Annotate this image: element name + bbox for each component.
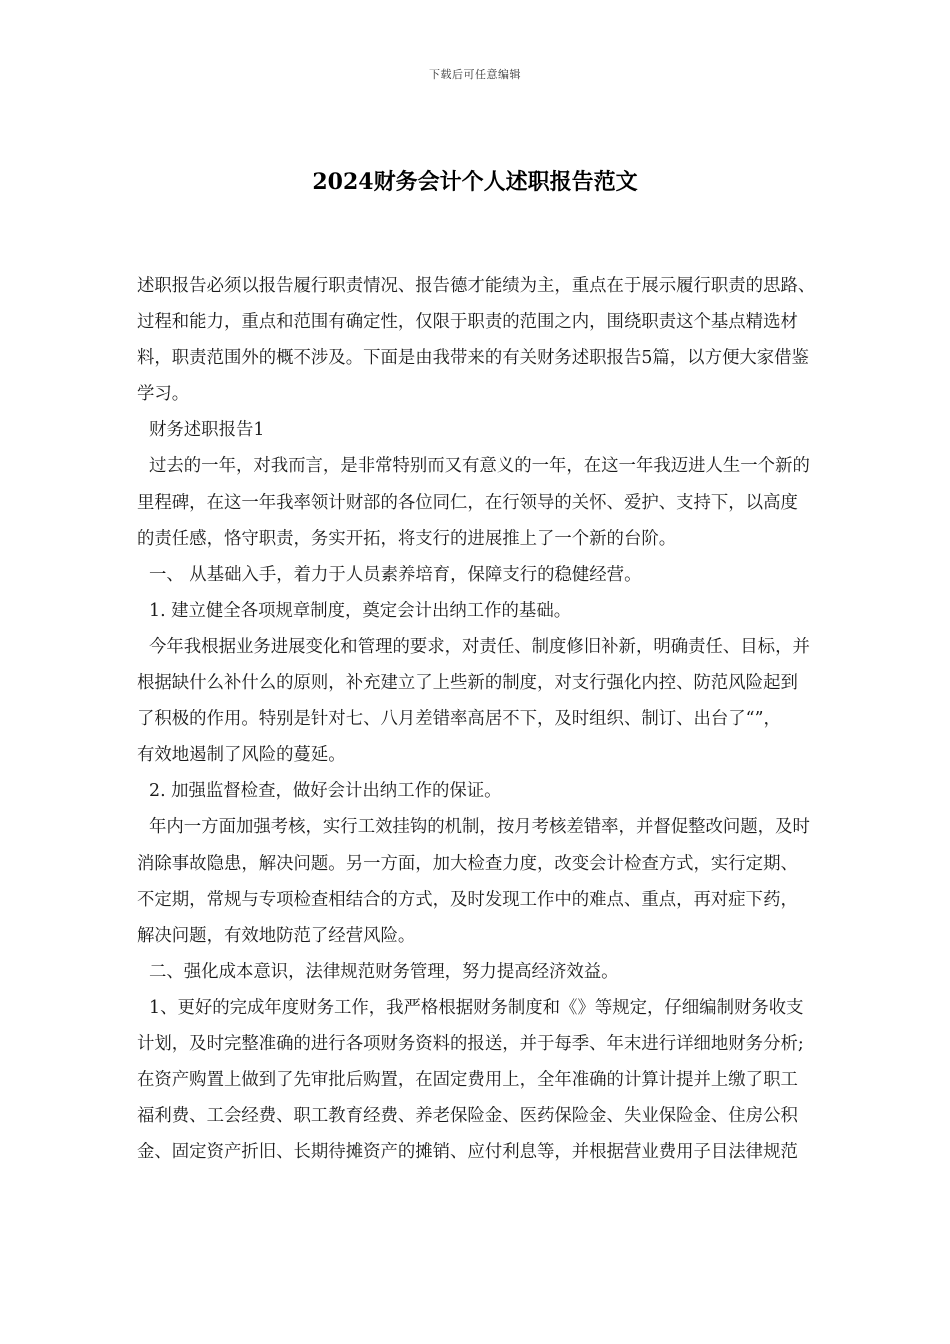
header-note: 下载后可任意编辑 bbox=[429, 68, 521, 81]
body-line: 今年我根据业务进展变化和管理的要求，对责任、制度修旧补新，明确责任、目标，并 bbox=[149, 636, 810, 657]
body-line: 福利费、工会经费、职工教育经费、养老保险金、医药保险金、失业保险金、住房公积 bbox=[137, 1106, 798, 1127]
section-heading: 二、强化成本意识，法律规范财务管理，努力提高经济效益。 bbox=[149, 961, 619, 982]
body-line: 消除事故隐患，解决问题。另一方面，加大检查力度，改变会计检查方式，实行定期、 bbox=[137, 853, 798, 874]
body-line: 根据缺什么补什么的原则，补充建立了上些新的制度，对支行强化内控、防范风险起到 bbox=[137, 673, 798, 694]
body-line: 年内一方面加强考核，实行工效挂钩的机制，按月考核差错率，并督促整改问题，及时 bbox=[149, 817, 810, 838]
body-line: 述职报告必须以报告履行职责情况、报告德才能绩为主，重点在于展示履行职责的思路、 bbox=[137, 276, 816, 296]
body-line: 在资产购置上做到了先审批后购置，在固定费用上，全年准确的计算计提并上缴了职工 bbox=[137, 1070, 798, 1091]
body-line: 的责任感，恪守职责，务实开拓，将支行的进展推上了一个新的台阶。 bbox=[137, 528, 677, 549]
body-line: 过去的一年，对我而言，是非常特别而又有意义的一年，在这一年我迈进人生一个新的 bbox=[149, 456, 810, 477]
section-heading: 一、 从基础入手，着力于人员素养培育，保障支行的稳健经营。 bbox=[149, 564, 642, 585]
body-line: 计划，及时完整准确的进行各项财务资料的报送，并于每季、年末进行详细地财务分析; bbox=[137, 1033, 804, 1054]
body-line: 解决问题，有效地防范了经营风险。 bbox=[137, 925, 416, 946]
body-line: 1、更好的完成年度财务工作，我严格根据财务制度和《》等规定，仔细编制财务收支 bbox=[149, 997, 804, 1018]
body-line: 料，职责范围外的概不涉及。下面是由我带来的有关财务述职报告5篇，以方便大家借鉴 bbox=[137, 348, 809, 369]
body-line: 里程碑，在这一年我率领计财部的各位同仁，在行领导的关怀、爱护、支持下，以高度 bbox=[137, 492, 798, 513]
body-line: 学习。 bbox=[137, 384, 190, 405]
body-line: 金、固定资产折旧、长期待摊资产的摊销、应付利息等，并根据营业费用子目法律规范 bbox=[137, 1142, 798, 1163]
body-line: 了积极的作用。特别是针对七、八月差错率高居不下，及时组织、制订、出台了“”， bbox=[137, 709, 781, 730]
document-title: 2024财务会计个人述职报告范文 bbox=[312, 169, 638, 195]
body-line: 过程和能力，重点和范围有确定性，仅限于职责的范围之内，围绕职责这个基点精选材 bbox=[137, 312, 798, 333]
section-heading: 财务述职报告1 bbox=[149, 420, 265, 441]
body-line: 不定期，常规与专项检查相结合的方式，及时发现工作中的难点、重点，再对症下药， bbox=[137, 889, 798, 910]
document-body bbox=[137, 268, 887, 1170]
subsection-heading: 1. 建立健全各项规章制度，奠定会计出纳工作的基础。 bbox=[149, 600, 572, 621]
subsection-heading: 2. 加强监督检查，做好会计出纳工作的保证。 bbox=[149, 781, 502, 802]
body-line: 有效地遏制了风险的蔓延。 bbox=[137, 745, 346, 766]
